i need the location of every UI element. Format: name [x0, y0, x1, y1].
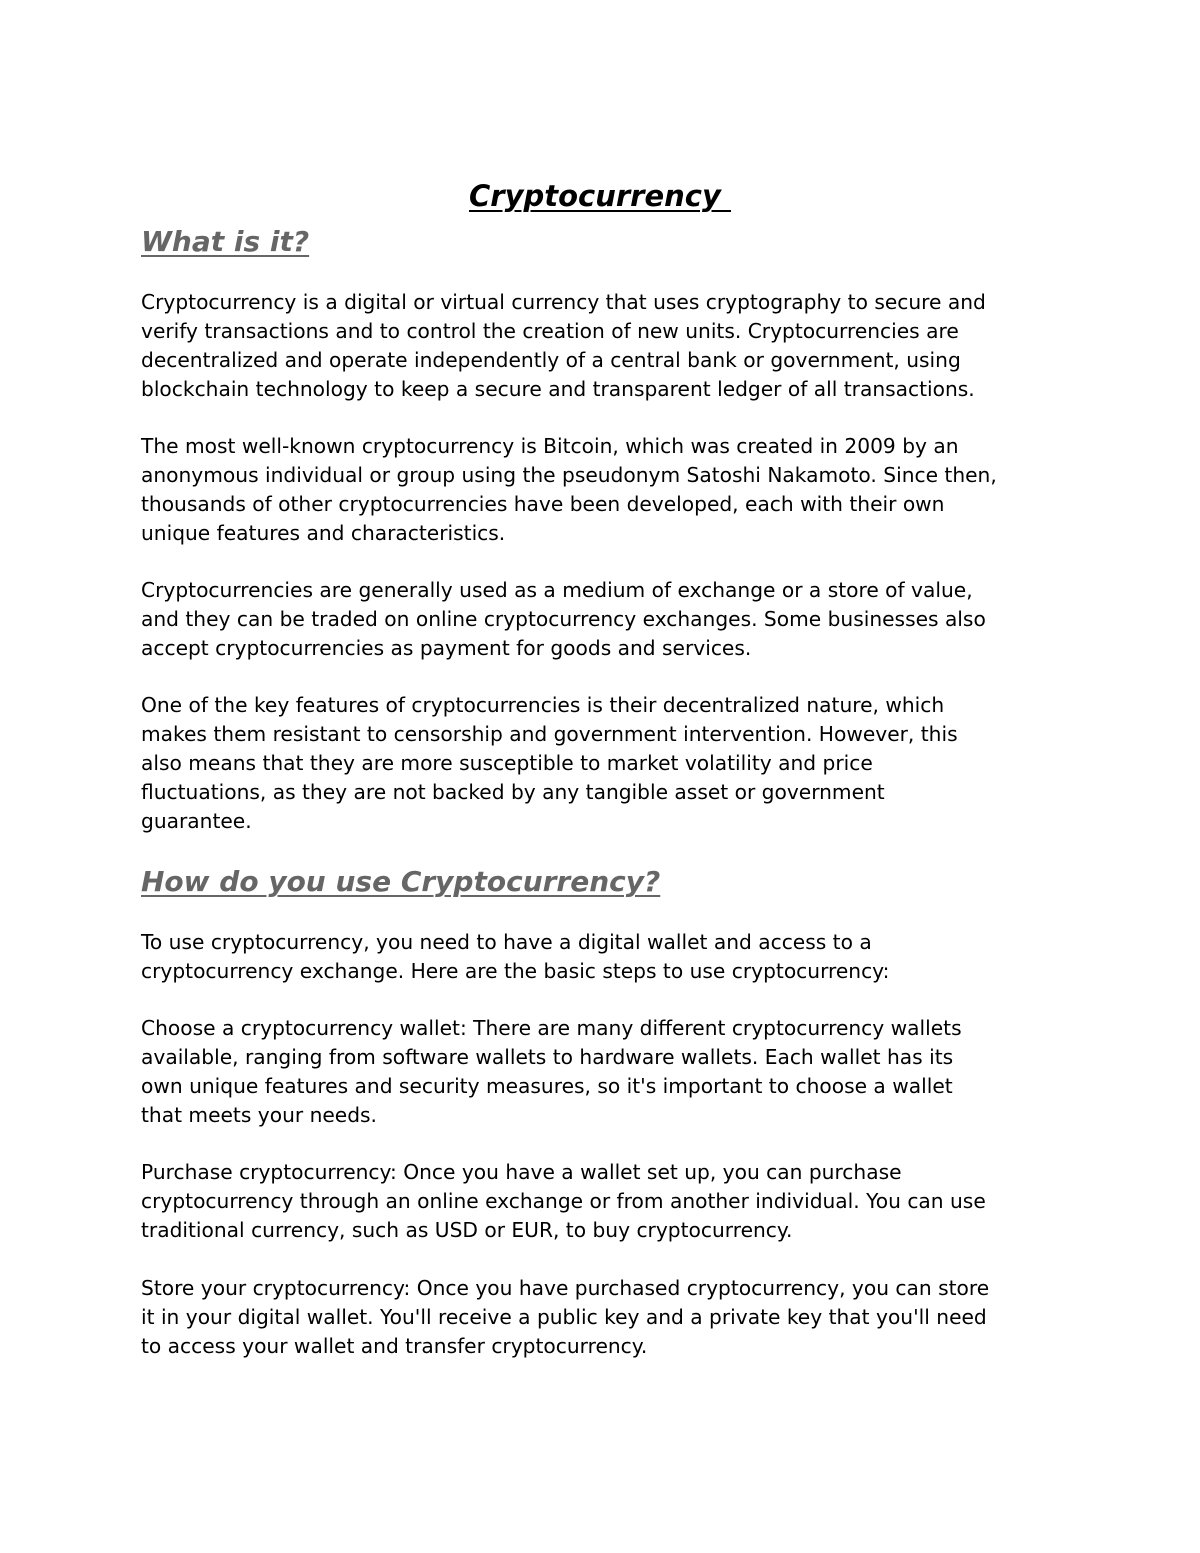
text-line: Choose a cryptocurrency wallet: There are many different cryptocurrency wallets [141, 1016, 962, 1040]
paragraph-store [141, 1274, 1066, 1361]
paragraph-intro-steps [141, 928, 1066, 986]
text-line: thousands of other cryptocurrencies have been developed, each with their own [141, 492, 945, 516]
text-line: Store your cryptocurrency: Once you have purchased cryptocurrency, you can store [141, 1276, 990, 1300]
paragraph-choose-wallet [141, 1014, 1066, 1130]
text-line: available, ranging from software wallets to hardware wallets. Each wallet has its [141, 1045, 954, 1069]
section-heading-how-to-use: How do you use Cryptocurrency? [141, 865, 661, 898]
text-line: traditional currency, such as USD or EUR, to buy cryptocurrency. [141, 1218, 793, 1242]
text-line: Cryptocurrencies are generally used as a medium of exchange or a store of value, [141, 578, 973, 602]
text-line: that meets your needs. [141, 1103, 377, 1127]
section-heading-what-is-it: What is it? [141, 225, 310, 258]
paragraph-bitcoin-history [141, 432, 1066, 548]
text-line: anonymous individual or group using the pseudonym Satoshi Nakamoto. Since then, [141, 463, 997, 487]
text-line: unique features and characteristics. [141, 521, 506, 545]
text-line: own unique features and security measures, so it's important to choose a wallet [141, 1074, 953, 1098]
text-line: fluctuations, as they are not backed by any tangible asset or government [141, 780, 885, 804]
text-line: also means that they are more susceptible to market volatility and price [141, 751, 873, 775]
text-line: to access your wallet and transfer cryptocurrency. [141, 1334, 648, 1358]
text-line: To use cryptocurrency, you need to have a digital wallet and access to a [141, 930, 872, 954]
text-line: cryptocurrency exchange. Here are the basic steps to use cryptocurrency: [141, 959, 890, 983]
text-line: The most well-known cryptocurrency is Bitcoin, which was created in 2009 by an [141, 434, 959, 458]
text-line: makes them resistant to censorship and government intervention. However, this [141, 722, 958, 746]
text-line: cryptocurrency through an online exchange or from another individual. You can use [141, 1189, 986, 1213]
text-line: blockchain technology to keep a secure and transparent ledger of all transactions. [141, 377, 975, 401]
paragraph-definition [141, 288, 1066, 404]
text-line: and they can be traded on online cryptocurrency exchanges. Some businesses also [141, 607, 986, 631]
text-line: Purchase cryptocurrency: Once you have a wallet set up, you can purchase [141, 1160, 902, 1184]
text-line: Cryptocurrency is a digital or virtual currency that uses cryptography to secure and [141, 290, 986, 314]
paragraph-usage [141, 576, 1066, 663]
text-line: guarantee. [141, 809, 252, 833]
text-line: it in your digital wallet. You'll receive a public key and a private key that you'll need [141, 1305, 987, 1329]
text-line: verify transactions and to control the creation of new units. Cryptocurrencies are [141, 319, 959, 343]
paragraph-purchase [141, 1158, 1066, 1245]
paragraph-key-features [141, 691, 1066, 836]
text-line: One of the key features of cryptocurrencies is their decentralized nature, which [141, 693, 945, 717]
text-line: decentralized and operate independently of a central bank or government, using [141, 348, 961, 372]
text-line: accept cryptocurrencies as payment for goods and services. [141, 636, 752, 660]
document-title: Cryptocurrency [469, 179, 731, 213]
